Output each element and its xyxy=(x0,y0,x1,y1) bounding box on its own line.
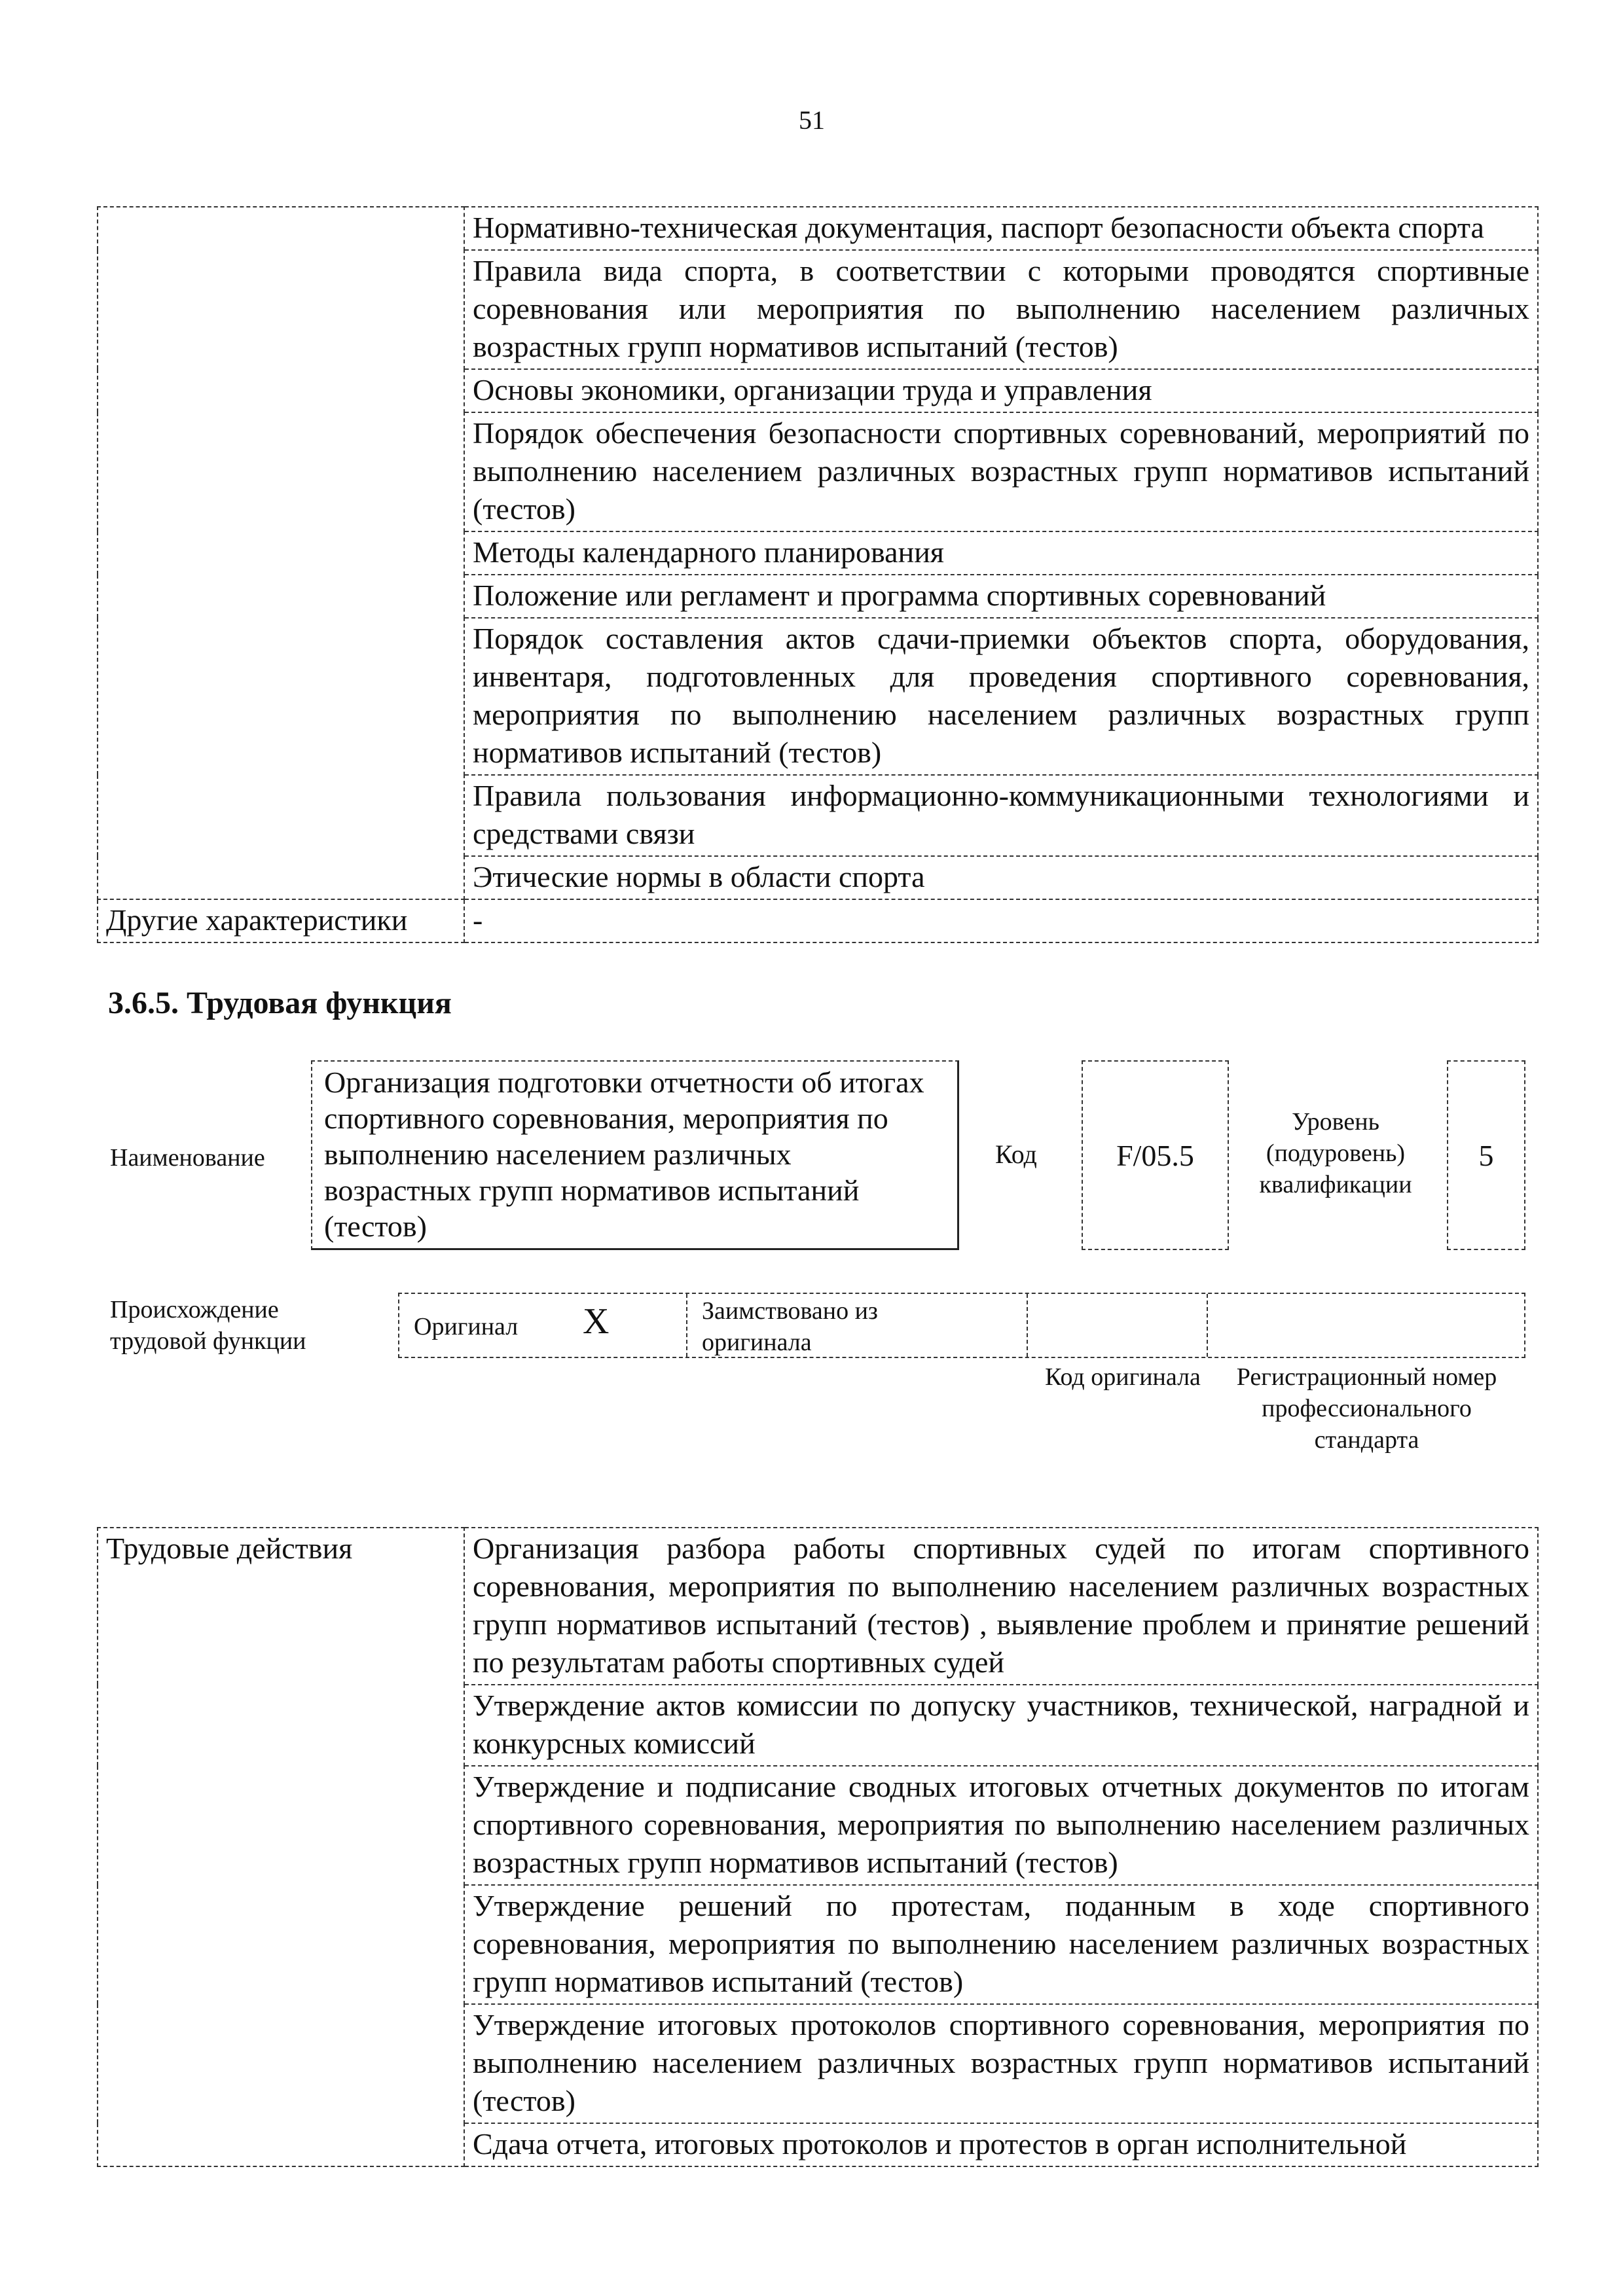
code-label: Код xyxy=(995,1139,1037,1169)
original-label: Оригинал xyxy=(414,1313,519,1340)
name-label: Наименование xyxy=(110,1144,265,1172)
table-row xyxy=(98,899,1538,942)
origin-original-cell xyxy=(399,1294,687,1357)
other-characteristics-value: - xyxy=(464,899,1538,942)
actions-table xyxy=(97,1527,1539,2167)
origin-label: Происхождение трудовой функции xyxy=(110,1296,306,1355)
reg-caption: Регистрационный номер профессионального стандарта xyxy=(1236,1363,1497,1454)
page-number: 51 xyxy=(799,105,825,135)
action-item: Утверждение решений по протестам, поданным в ходе спортивного соревнования, мероприятия по выполнению населением различных возрастных групп нормативов испытаний (тестов) xyxy=(464,1885,1538,2004)
origin-row xyxy=(398,1293,1525,1358)
knowledge-item: Нормативно-техническая документация, паспорт безопасности объекта спорта xyxy=(464,207,1538,250)
knowledge-item: Правила пользования информационно-коммуникационными технологиями и средствами связи xyxy=(464,775,1538,856)
knowledge-label-cell xyxy=(98,207,464,899)
knowledge-item: Положение или регламент и программа спортивных соревнований xyxy=(464,575,1538,618)
action-item: Утверждение и подписание сводных итоговых отчетных документов по итогам спортивного соревнования, мероприятия по выполнению населением различных возрастных групп нормативов испытаний (тестов) xyxy=(464,1766,1538,1885)
action-item: Организация разбора работы спортивных судей по итогам спортивного соревнования, мероприятия по выполнению населением различных возрастных групп нормативов испытаний (тестов) , выявление проблем и принятие решений по результатам работы спортивных судей xyxy=(464,1528,1538,1685)
table-row xyxy=(98,1528,1538,1685)
code-value-box: F/05.5 xyxy=(1082,1060,1229,1250)
action-item: Утверждение актов комиссии по допуску участников, технической, наградной и конкурсных комиссий xyxy=(464,1685,1538,1766)
borrowed-label: Заимствовано из оригинала xyxy=(702,1297,878,1356)
code-caption: Код оригинала xyxy=(1045,1363,1201,1391)
origin-reg-cell xyxy=(1208,1294,1525,1357)
origin-borrowed-cell xyxy=(687,1294,1028,1357)
action-item: Утверждение итоговых протоколов спортивного соревнования, мероприятия по выполнению населением различных возрастных групп нормативов испытаний (тестов) xyxy=(464,2004,1538,2123)
knowledge-item: Правила вида спорта, в соответствии с которыми проводятся спортивные соревнования или мероприятия по выполнению населением различных возрастных групп нормативов испытаний (тестов) xyxy=(464,250,1538,369)
section-title: 3.6.5. Трудовая функция xyxy=(108,986,452,1020)
knowledge-table xyxy=(97,206,1539,943)
knowledge-item: Методы календарного планирования xyxy=(464,531,1538,575)
other-characteristics-label: Другие характеристики xyxy=(98,899,464,942)
level-label: Уровень (подуровень) квалификации xyxy=(1259,1108,1412,1198)
knowledge-item: Порядок составления актов сдачи-приемки объектов спорта, оборудования, инвентаря, подготовленных для проведения спортивного соревнования, мероприятия по выполнению населением различных возрастных групп нормативов испытаний (тестов) xyxy=(464,618,1538,775)
knowledge-item: Основы экономики, организации труда и управления xyxy=(464,369,1538,412)
origin-code-cell xyxy=(1028,1294,1208,1357)
actions-label: Трудовые действия xyxy=(98,1528,464,2166)
knowledge-item: Этические нормы в области спорта xyxy=(464,856,1538,899)
knowledge-item: Порядок обеспечения безопасности спортивных соревнований, мероприятий по выполнению населением различных возрастных групп нормативов испытаний (тестов) xyxy=(464,412,1538,531)
table-row xyxy=(98,207,1538,250)
function-name-box: Организация подготовки отчетности об итогах спортивного соревнования, мероприятия по выполнению населением различных возрастных групп нормативов испытаний (тестов) xyxy=(311,1060,959,1250)
action-item: Сдача отчета, итоговых протоколов и протестов в орган исполнительной xyxy=(464,2123,1538,2166)
level-value-box: 5 xyxy=(1447,1060,1525,1250)
original-mark: X xyxy=(583,1301,610,1342)
